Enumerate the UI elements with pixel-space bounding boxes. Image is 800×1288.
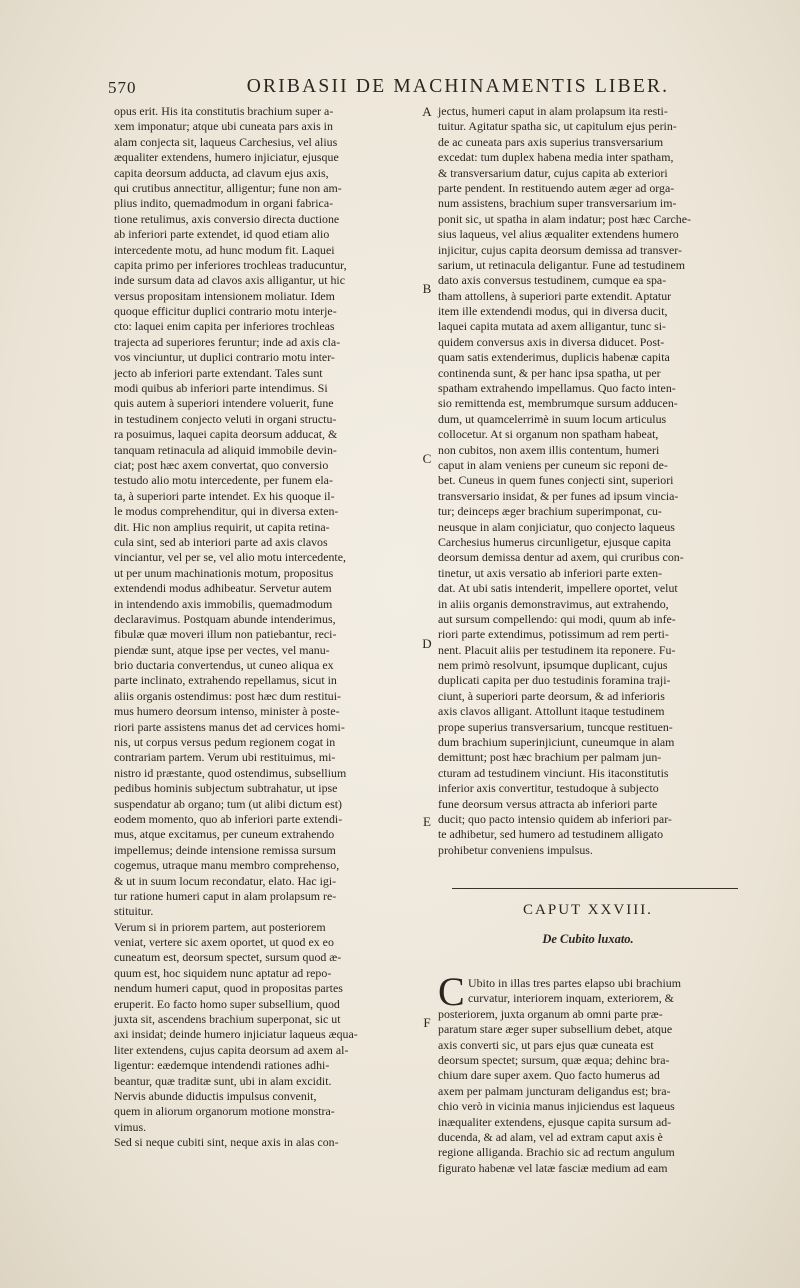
text-line: duplicati capita per duo testudinis foramina traji-: [438, 673, 671, 688]
text-line: sio remittenda est, membrumque sursum adducen-: [438, 396, 678, 411]
text-line: parte inclinato, extrahendo repellamus, sicut in: [114, 673, 337, 688]
text-line: ab inferiori parte extendet, id quod etiam alio: [114, 227, 330, 242]
text-line: veniat, vertere sic axem oportet, ut quod ex eo: [114, 935, 334, 950]
text-line: declaravimus. Postquam abunde intenderimus,: [114, 611, 336, 626]
text-line: axis clavos alligant. Attollunt itaque testudinem: [438, 704, 665, 719]
text-line: pedibus hominis subjectum subtrahatur, ut ipse: [114, 781, 338, 796]
text-line: capita primo per inferiores trochleas traducuntur,: [114, 257, 347, 272]
text-line: fune deorsum versus attracta ab inferiori parte: [438, 796, 658, 811]
text-line: fibulæ quæ moveri illum non patiebantur, reci-: [114, 627, 337, 642]
text-line: prope superius transversarium, tuncque restituen-: [438, 719, 673, 734]
text-line: non cubitos, non axem illis contentum, humeri: [438, 442, 660, 457]
text-line: prohibetur conveniens impulsus.: [438, 842, 593, 857]
text-line: caput in alam veniens per cuneum sic reponi de-: [438, 457, 668, 472]
text-line: nem primò resolvunt, ipsumque duplicant, cujus: [438, 658, 668, 673]
text-line: le modus comprehenditur, qui in diversa exten-: [114, 504, 339, 519]
text-line: cogemus, utraque manu membro comprehenso,: [114, 858, 340, 873]
text-line: ducit; quo pacto intensio quidem ab inferiori par-: [438, 811, 672, 826]
text-line: ponit sic, ut spatha in alam indatur; post hæc Carche-: [438, 211, 691, 226]
margin-marker-d: D: [422, 636, 432, 651]
text-line: cuneatum est, deorsum spectet, sursum quod æ-: [114, 950, 342, 965]
text-line: nis, ut corpus versus pedum regionem cogat in: [114, 735, 336, 750]
text-line: inferior axis convertitur, testudoque à subjecto: [438, 781, 659, 796]
text-line: vos vinciuntur, ut duplici contrario motu inter-: [114, 350, 335, 365]
margin-marker-f: F: [423, 1015, 431, 1030]
running-title: ORIBASII DE MACHINAMENTIS LIBER.: [246, 76, 670, 97]
text-line: demittunt; post hæc brachium per palmam jun-: [438, 750, 662, 765]
right-text-column: [438, 104, 738, 858]
text-line: tur; deinceps æger brachium superimponat, cu-: [438, 504, 662, 519]
text-line: continenda sunt, & per hanc ipsa spatha, ut per: [438, 365, 661, 380]
margin-marker-b: B: [422, 281, 432, 296]
text-line: Nervis abunde diductis impulsus convenit,: [114, 1089, 317, 1103]
text-line: chium dare super axem. Quo facto humerus ad: [438, 1068, 660, 1083]
text-line: capita deorsum adducta, ad clavum ejus axis,: [114, 165, 329, 180]
text-line: eodem momento, quo ab inferiori parte extendi-: [114, 811, 343, 826]
text-line: vinciantur, vel per se, vel alio motu intercedente,: [114, 550, 346, 565]
text-line: quidem conversus axis in diversa diducet. Post-: [438, 334, 665, 349]
text-line: Verum si in priorem partem, aut posteriorem: [114, 919, 326, 934]
margin-marker-c: C: [422, 451, 432, 466]
text-line: cula sint, sed ab interiori parte ad axis clavos: [114, 534, 328, 549]
text-line: item ille extendendi modus, qui in diversa ducit,: [438, 304, 668, 319]
chapter-text-column: [438, 969, 738, 1176]
text-line: tham attollens, à superiori parte extendit. Aptatur: [438, 288, 672, 303]
text-line: te adhibetur, sed humero ad testudinem alligato: [438, 827, 664, 842]
text-line: de ac cuneata pars axis superius transversarium: [438, 134, 664, 149]
page-header: [108, 76, 740, 100]
text-line: qui crutibus annectitur, alligentur; fune non am-: [114, 180, 342, 195]
text-line: ra posuimus, laquei capita deorsum adducat, &: [114, 427, 338, 442]
text-line: dato axis conversus testudinem, cumque ea spa-: [438, 273, 667, 288]
text-line: jectus, humeri caput in alam prolapsum ita resti-: [438, 104, 668, 118]
text-line: xem imponatur; atque ubi cuneata pars axis in: [114, 119, 333, 134]
margin-marker-a: A: [422, 104, 432, 119]
text-line: & transversarium datur, cujus capita ab exteriori: [438, 165, 668, 180]
text-line: impellemus; deinde intensione remissa sursum: [114, 842, 336, 857]
text-line: inæqualiter extendens, ejusque capita sursum ad-: [438, 1114, 672, 1129]
text-line: riori parte assistens manus det ad cervices homi-: [114, 719, 345, 734]
text-line: parte pendent. In restituendo autem æger ad orga-: [438, 180, 675, 195]
text-line: curvatur, interiorem inquam, exteriorem, &: [468, 991, 674, 1006]
text-line: bet. Cuneus in quem funes conjecti sint, superiori: [438, 473, 674, 488]
text-line: riori parte extendimus, potissimum ad rem perti-: [438, 627, 669, 642]
text-line: inde sursum data ad clavos axis alligantur, ut hic: [114, 273, 346, 288]
text-line: collocetur. At si organum non spatham habeat,: [438, 427, 659, 442]
text-line: dat. At ubi satis intenderit, impellere oportet, velut: [438, 581, 678, 596]
text-line: modi quibus ab inferiori parte intendimus. Si: [114, 381, 328, 396]
text-line: versus propositam intensionem moliatur. Idem: [114, 288, 335, 303]
text-line: regione alliganda. Brachio sic ad rectum angulum: [438, 1145, 675, 1160]
margin-marker-e: E: [423, 814, 431, 829]
text-line: deorsum demissa dentur ad axem, qui cruribus con-: [438, 550, 684, 565]
text-line: ciunt, à superiori parte deorsum, & ad inferioris: [438, 688, 665, 703]
text-line: axem per palmam juncturam deligandus est; bra-: [438, 1083, 671, 1098]
drop-cap: C: [438, 969, 465, 1014]
text-line: laquei capita mutata ad axem alligantur, tunc si-: [438, 319, 667, 334]
text-line: piendæ sunt, atque ipse per vectes, vel manu-: [114, 642, 330, 657]
text-line: posteriorem, juxta organum ab omni parte præ-: [438, 1006, 663, 1021]
text-line: vimus.: [114, 1119, 147, 1134]
text-line: neusque in alam conjiciatur, quo conjecto laqueus: [438, 519, 675, 534]
text-line: quis autem à superiori intendere voluerit, fune: [114, 396, 334, 411]
text-line: aliis organis ostendimus: post hæc dum restitui-: [114, 688, 342, 703]
text-line: dum, ut quamcelerrimè in suum locum articulus: [438, 411, 667, 426]
text-line: extendendi modus adhibeatur. Servetur autem: [114, 581, 332, 596]
text-line: alam conjecta sit, laqueus Carchesius, vel alius: [114, 134, 338, 149]
text-line: testudo alio motu intercedente, per funem ela-: [114, 473, 333, 488]
text-line: quoque efficitur duplici contrario motu interje-: [114, 304, 337, 319]
text-line: Sed si neque cubiti sint, neque axis in alas con-: [114, 1135, 339, 1150]
text-line: liter extendens, cujus capita deorsum ad axem al-: [114, 1042, 349, 1057]
text-line: contrariam partem. Verum ubi restituimus, mi-: [114, 750, 336, 765]
text-line: suspendatur ab organo; tum (ut alibi dictum est): [114, 796, 342, 811]
chapter-title: CAPUT XXVIII.: [523, 902, 653, 918]
text-line: ducenda, & ad alam, vel ad extram caput axis è: [438, 1129, 663, 1144]
text-line: ut per unum machinationis motum, propositus: [114, 565, 334, 580]
text-line: sarium, ut retinacula deligantur. Fune ad testudinem: [438, 257, 685, 272]
text-line: ta, à superiori parte intendet. Ex his quoque il-: [114, 488, 335, 503]
text-line: intercedente motu, ad hunc modum fit. Laquei: [114, 242, 335, 257]
left-text-column: [114, 104, 418, 1151]
text-line: nent. Placuit aliis per testudinem ita reponere. Fu-: [438, 642, 676, 657]
text-line: injicitur, cujus capita deorsum demissa ad transver-: [438, 242, 682, 257]
text-line: tur ratione humeri caput in alam prolapsum re-: [114, 888, 337, 903]
text-line: tanquam retinacula ad aliquid immobile devin-: [114, 442, 337, 457]
text-line: nendum humeri caput, quod in propositas partes: [114, 981, 343, 996]
text-line: cto: laquei enim capita per inferiores trochleas: [114, 319, 335, 334]
text-line: paratum stare æger super subsellium debet, atque: [438, 1022, 673, 1037]
text-line: opus erit. His ita constitutis brachium super a-: [114, 104, 334, 118]
text-line: æqualiter extendens, humero injiciatur, ejusque: [114, 150, 339, 165]
text-line: axis converti sic, ut pars ejus quæ cuneata est: [438, 1037, 654, 1052]
text-line: quum est, hoc siquidem nunc aptatur ad repo-: [114, 965, 332, 980]
text-line: sius laqueus, vel alius æqualiter extendens humero: [438, 227, 679, 242]
text-line: jecto ab inferiori parte extendant. Tales sunt: [114, 365, 323, 380]
text-line: quam satis extenderimus, duplicis habenæ capita: [438, 350, 670, 365]
text-line: aut sursum compellendo: qui modi, quum ab infe-: [438, 611, 676, 626]
text-line: tione retulimus, axis conversio directa ductione: [114, 211, 340, 226]
text-line: juxta sit, ascendens brachium superponat, sic ut: [114, 1012, 341, 1027]
text-line: eruperit. Eo facto homo super subsellium, quod: [114, 996, 340, 1011]
text-line: in testudinem conjecto veluti in organi structu-: [114, 411, 337, 426]
text-line: in intendendo axis immobilis, quemadmodum: [114, 596, 333, 611]
text-line: trajecta ad superiores feruntur; inde ad axis cla-: [114, 334, 341, 349]
text-line: axi insidat; deinde humero injiciatur laqueus æqua-: [114, 1027, 358, 1042]
text-line: quem in aliorum organorum motione monstra-: [114, 1104, 335, 1119]
text-line: excedat: tum duplex habena media inter spatham,: [438, 150, 674, 165]
text-line: Ubito in illas tres partes elapso ubi brachium: [468, 976, 681, 990]
text-line: figurato habenæ vel latæ fasciæ medium ad eam: [438, 1160, 668, 1175]
text-line: nistro id præstante, quod ostendimus, subsellium: [114, 765, 347, 780]
text-line: brio ductaria convertendus, ut cuneo aliqua ex: [114, 658, 334, 673]
text-line: stituitur.: [114, 904, 154, 919]
text-line: deorsum spectet; sursum, quæ æqua; dehinc bra-: [438, 1052, 670, 1067]
chapter-subtitle: De Cubito luxato.: [542, 932, 634, 946]
text-line: Carchesius humerus circunligetur, ejusque capita: [438, 534, 671, 549]
text-line: tinetur, ut axis versatio ab inferiori parte exten-: [438, 565, 663, 580]
page-number: 570: [108, 78, 137, 97]
text-line: beantur, quæ traditæ sunt, ubi in alam excidit.: [114, 1073, 332, 1088]
text-line: ciat; post hæc axem convertat, quo conversio: [114, 457, 329, 472]
text-line: ligentur: eædemque intendendi rationes adhi-: [114, 1058, 330, 1073]
text-line: mus, atque excitamus, per cuneum extrahendo: [114, 827, 335, 842]
text-line: tuitur. Agitatur spatha sic, ut capitulum ejus perin-: [438, 119, 677, 134]
text-line: cturam ad testudinem vinciunt. His itaconstitutis: [438, 765, 669, 780]
text-line: mus humero deorsum intenso, minister à poste-: [114, 704, 340, 719]
text-line: dit. Hic non amplius requirit, ut capita retina-: [114, 519, 330, 534]
section-divider: [452, 888, 738, 889]
text-line: plius indito, quemadmodum in organi fabrica-: [114, 196, 334, 211]
text-line: spatham extrahendo impellamus. Quo facto inten-: [438, 381, 676, 396]
text-line: transversario insidat, & per funes ad ipsum vincia-: [438, 488, 679, 503]
text-line: & ut in suum locum recondatur, elato. Hac igi-: [114, 873, 337, 888]
text-line: dum brachium superinjiciunt, cuneumque in alam: [438, 735, 675, 750]
text-line: chio verò in vicinia manus injiciendus est laqueus: [438, 1099, 675, 1114]
text-line: in aliis organis demonstravimus, aut extrahendo,: [438, 596, 669, 611]
text-line: num assistens, brachium super transversarium im-: [438, 196, 677, 211]
